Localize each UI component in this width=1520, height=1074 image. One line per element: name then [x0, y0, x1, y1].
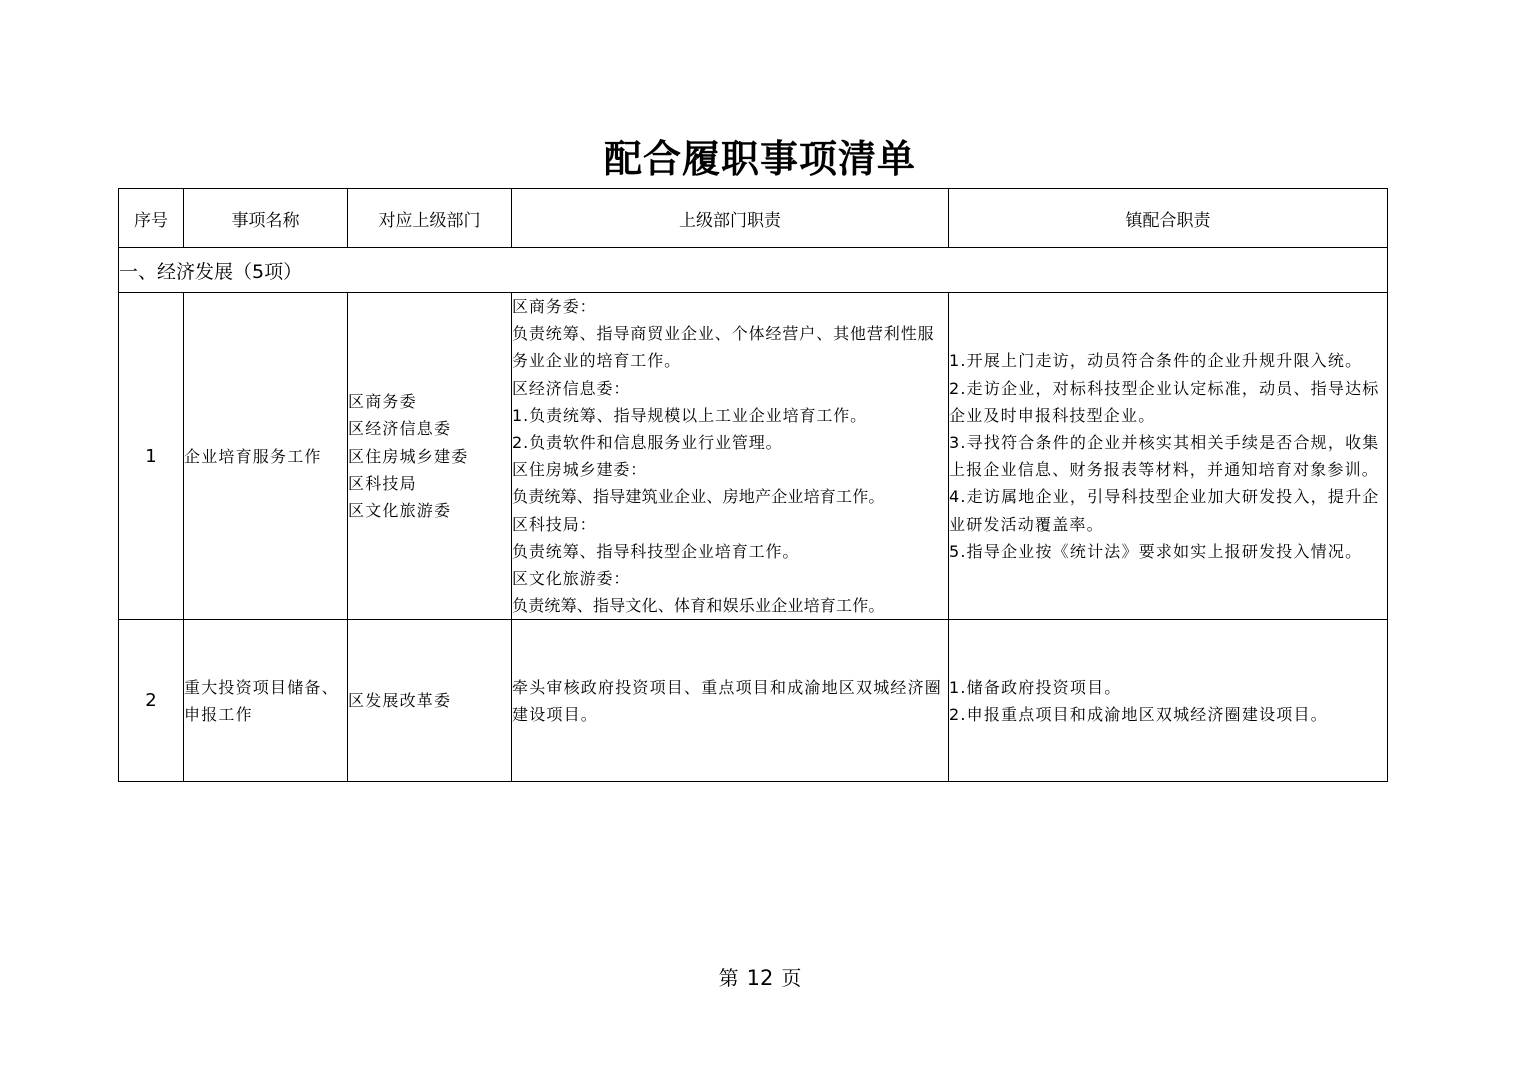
duty-line: 负责统筹、指导科技型企业培育工作。 — [512, 541, 800, 561]
duty-line: 区住房城乡建委： — [512, 460, 648, 480]
dept-line: 区科技局 — [348, 473, 417, 493]
row-seq: 1 — [119, 293, 184, 620]
duty-line: 负责统筹、指导文化、体育和娱乐业企业培育工作。 — [512, 596, 885, 616]
row-seq: 2 — [119, 620, 184, 782]
document-title: 配合履职事项清单 — [603, 136, 916, 181]
duty-table — [118, 188, 1388, 782]
section-row — [119, 248, 1388, 293]
town-duty-line: 4.走访属地企业，引导科技型企业加大研发投入，提升企业研发活动覆盖率。 — [949, 487, 1380, 534]
row-superior-duty — [512, 620, 949, 782]
header-item-name: 事项名称 — [184, 189, 348, 248]
dept-line: 区发展改革委 — [348, 691, 452, 711]
town-duty-line: 1.开展上门走访，动员符合条件的企业升规升限入统。 — [949, 351, 1363, 371]
page-suffix: 页 — [781, 966, 802, 990]
row-depts — [348, 620, 512, 782]
section-title: 一、经济发展（5项） — [119, 248, 1388, 293]
row-town-duty — [949, 293, 1388, 620]
dept-line: 区商务委 — [348, 392, 417, 412]
duty-line: 牵头审核政府投资项目、重点项目和成渝地区双城经济圈建设项目。 — [512, 677, 943, 724]
town-duty-line: 3.寻找符合条件的企业并核实其相关手续是否合规，收集上报企业信息、财务报表等材料，并通知培育对象参训。 — [949, 433, 1380, 480]
header-town-duty: 镇配合职责 — [949, 189, 1388, 248]
row-item-name: 重大投资项目储备、申报工作 — [184, 620, 348, 782]
dept-line: 区住房城乡建委 — [348, 446, 469, 466]
duty-line: 负责统筹、指导商贸业企业、个体经营户、其他营利性服务业企业的培育工作。 — [512, 324, 935, 371]
row-town-duty — [949, 620, 1388, 782]
page-number: 12 — [746, 966, 774, 990]
duty-line: 区科技局： — [512, 514, 597, 534]
table-row — [119, 620, 1388, 782]
row-superior-duty — [512, 293, 949, 620]
duty-line: 1.负责统筹、指导规模以上工业企业培育工作。 — [512, 405, 868, 425]
duty-line: 区商务委： — [512, 297, 597, 316]
dept-line: 区文化旅游委 — [348, 501, 452, 521]
header-superior-duty: 上级部门职责 — [512, 189, 949, 248]
header-seq: 序号 — [119, 189, 184, 248]
town-duty-line: 2.申报重点项目和成渝地区双城经济圈建设项目。 — [949, 704, 1328, 724]
town-duty-line: 2.走访企业，对标科技型企业认定标准，动员、指导达标企业及时申报科技型企业。 — [949, 378, 1380, 425]
town-duty-line: 5.指导企业按《统计法》要求如实上报研发投入情况。 — [949, 541, 1363, 561]
page-prefix: 第 — [718, 966, 739, 990]
dept-line: 区经济信息委 — [348, 419, 452, 439]
duty-line: 区文化旅游委： — [512, 569, 631, 589]
header-superior-dept: 对应上级部门 — [348, 189, 512, 248]
table-row — [119, 293, 1388, 620]
duty-line: 2.负责软件和信息服务业行业管理。 — [512, 433, 783, 453]
page-footer — [0, 962, 1520, 991]
row-item-name: 企业培育服务工作 — [184, 293, 348, 620]
duty-line: 负责统筹、指导建筑业企业、房地产企业培育工作。 — [512, 487, 885, 507]
town-duty-line: 1.储备政府投资项目。 — [949, 677, 1122, 697]
table-header-row — [119, 189, 1388, 248]
duty-line: 区经济信息委： — [512, 378, 631, 398]
row-depts — [348, 293, 512, 620]
